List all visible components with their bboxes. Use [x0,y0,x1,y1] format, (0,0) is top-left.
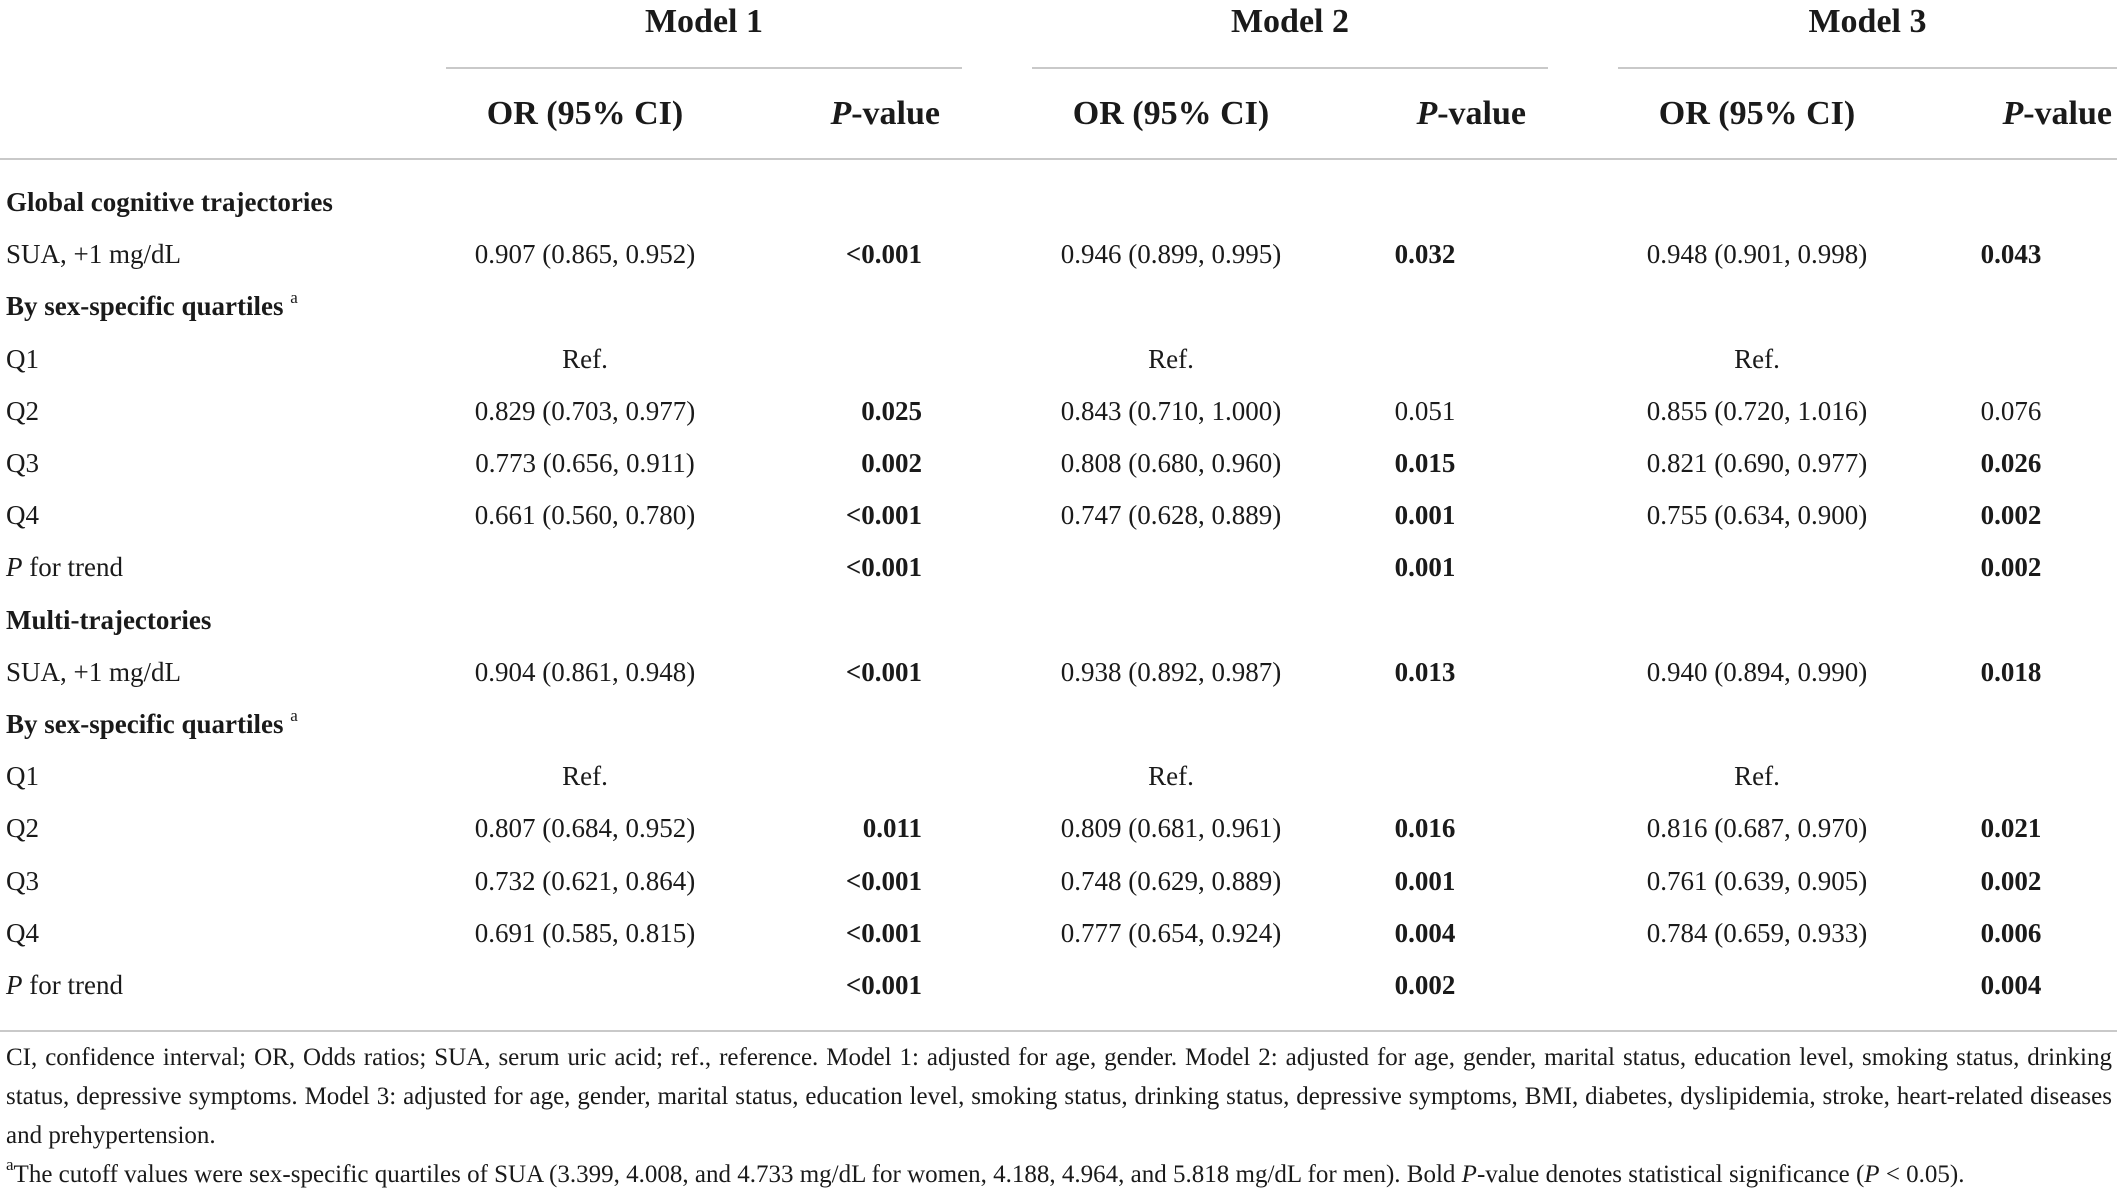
model-2-or-cell: 0.777 (0.654, 0.924) [1060,918,1282,948]
model-2-or-cell: 0.748 (0.629, 0.889) [1060,866,1282,896]
model-1-p-cell [760,333,922,385]
model-2-p-cell: 0.004 [1394,918,1456,948]
model-1-or-cell: Ref. [562,761,608,791]
model-3-p-cell [1936,333,2086,385]
table-row [0,333,2117,385]
model-1-or-cell: 0.661 (0.560, 0.780) [474,500,696,530]
model-3-p-cell: 0.021 [1980,813,2042,843]
model-1-or-cell: 0.807 (0.684, 0.952) [474,813,696,843]
model-2-p-cell: 0.016 [1394,813,1456,843]
model-3-p-cell: 0.043 [1980,239,2042,269]
model-3-p-cell: 0.006 [1980,918,2042,948]
model-2-p-cell [1350,333,1500,385]
model-1-p-cell: <0.001 [845,239,922,269]
model-3-p-cell: 0.076 [1980,396,2042,426]
model-1-p-cell: <0.001 [845,918,922,948]
model-3-p-header: P-value [2002,95,2112,132]
section-label: By sex-specific quartiles $^a$ [6,288,298,321]
abbreviations-footnote: CI, confidence interval; OR, Odds ratios; SUA, serum uric acid; ref., reference. Model 1: adjusted for age, gender. Model 2: adjusted for age, gender, marital status, education level, smoking status, drinking status, depressive symptoms. Model 3: adjusted for age, gender, marital status, education level, smoking status, drinking status, depressive symptoms, BMI, diabetes, dyslipidemia, stroke, heart-related diseases and prehypertension. [6,1044,2112,1149]
model-3-or-cell: 0.855 (0.720, 1.016) [1646,396,1868,426]
model-1-p-cell: 0.025 [861,396,922,426]
model-1-or-cell: 0.691 (0.585, 0.815) [474,918,696,948]
model-1-or-cell: 0.773 (0.656, 0.911) [475,448,695,478]
table-row [0,907,2117,959]
table-row [0,385,2117,437]
row-label: Q2 [6,396,39,426]
model-1-p-header: P-value [830,95,940,132]
model-3-or-cell [1608,541,1906,593]
model-3-p-cell: 0.004 [1980,970,2042,1000]
model-3-or-cell: 0.784 (0.659, 0.933) [1646,918,1868,948]
model-2-or-cell [1022,541,1320,593]
model-1-or-cell: 0.732 (0.621, 0.864) [474,866,696,896]
model-1-p-cell: <0.001 [845,552,922,582]
model-2-or-cell: 0.808 (0.680, 0.960) [1060,448,1282,478]
table-row [0,541,2117,593]
section-label: By sex-specific quartiles $^a$ [6,706,298,739]
row-label: P for trend [6,552,123,582]
model-3-or-cell: 0.755 (0.634, 0.900) [1646,500,1868,530]
header-rule [0,158,2117,160]
table-row [0,959,2117,1011]
model-1-p-cell: <0.001 [845,500,922,530]
model-1-or-cell: 0.907 (0.865, 0.952) [474,239,696,269]
model-3-or-cell: Ref. [1734,344,1780,374]
model-1-or-header: OR (95% CI) [486,95,684,132]
row-label: SUA, +1 mg/dL [6,239,181,269]
row-label: Q4 [6,918,39,948]
table-row [0,489,2117,541]
model-1-p-cell: 0.011 [862,813,922,843]
footnote-marker: a [6,1155,14,1174]
model-1-or-cell: 0.829 (0.703, 0.977) [474,396,696,426]
model-3-or-cell [1608,959,1906,1011]
row-label: Q3 [6,448,39,478]
model-1-p-cell: <0.001 [845,866,922,896]
model-2-p-cell: 0.015 [1394,448,1456,478]
model-2-p-header: P-value [1416,95,1526,132]
section-row [0,594,2117,646]
model-3-or-cell: 0.761 (0.639, 0.905) [1646,866,1868,896]
row-label: Q4 [6,500,39,530]
footnote-marker: a [290,288,298,307]
model-1-p-cell: <0.001 [845,970,922,1000]
section-label: Multi-trajectories [6,605,212,635]
table-row [0,646,2117,698]
model-3-p-cell: 0.026 [1980,448,2042,478]
row-label: Q2 [6,813,39,843]
model-2-or-cell: 0.843 (0.710, 1.000) [1060,396,1282,426]
bottom-rule [0,1030,2117,1032]
row-label: Q1 [6,761,39,791]
row-label: Q1 [6,344,39,374]
table-row [0,437,2117,489]
model-1-p-cell [760,750,922,802]
model-2-p-cell: 0.001 [1394,552,1456,582]
model-3-title: Model 3 [1808,3,1927,40]
table-row [0,802,2117,854]
section-row [0,280,2117,332]
model-2-p-cell [1350,750,1500,802]
model-1-or-cell: 0.904 (0.861, 0.948) [474,657,696,687]
row-label: Q3 [6,866,39,896]
model-3-rule [1618,67,2117,69]
model-3-p-cell: 0.002 [1980,866,2042,896]
model-1-p-cell: 0.002 [861,448,922,478]
model-3-or-cell: Ref. [1734,761,1780,791]
model-2-p-cell: 0.032 [1394,239,1456,269]
model-2-p-cell: 0.001 [1394,500,1456,530]
quartile-footnote: $^a$The cutoff values were sex-specific quartiles of SUA (3.399, 4.008, and 4.733 mg/dL for women, 4.188, 4.964, and 5.818 mg/dL for men). Bold P-value denotes statistical significance (P < 0.05). [6,1155,1965,1188]
model-1-title: Model 1 [644,3,764,40]
table-row [0,228,2117,280]
model-3-or-cell: 0.821 (0.690, 0.977) [1646,448,1868,478]
model-2-p-cell: 0.001 [1394,866,1456,896]
table-row [0,855,2117,907]
section-row [0,176,2117,228]
model-2-p-cell: 0.002 [1394,970,1456,1000]
model-2-rule [1032,67,1548,69]
model-3-or-cell: 0.940 (0.894, 0.990) [1646,657,1868,687]
model-1-or-cell [436,541,734,593]
model-1-rule [446,67,962,69]
model-3-p-cell: 0.018 [1980,657,2042,687]
model-3-p-cell [1936,750,2086,802]
footnote-marker: a [290,706,298,725]
table-row [0,750,2117,802]
model-1-or-cell: Ref. [562,344,608,374]
model-2-or-cell: Ref. [1148,344,1194,374]
model-2-or-cell: Ref. [1148,761,1194,791]
model-2-or-cell: 0.938 (0.892, 0.987) [1060,657,1282,687]
model-2-or-cell: 0.809 (0.681, 0.961) [1060,813,1282,843]
model-2-p-cell: 0.051 [1394,396,1456,426]
model-2-or-header: OR (95% CI) [1072,95,1270,132]
model-2-or-cell: 0.946 (0.899, 0.995) [1060,239,1282,269]
row-label: SUA, +1 mg/dL [6,657,181,687]
model-3-or-cell: 0.816 (0.687, 0.970) [1646,813,1868,843]
model-2-or-cell: 0.747 (0.628, 0.889) [1060,500,1282,530]
model-3-or-cell: 0.948 (0.901, 0.998) [1646,239,1868,269]
model-1-p-cell: <0.001 [845,657,922,687]
model-2-title: Model 2 [1230,3,1350,40]
section-label: Global cognitive trajectories [6,187,333,217]
model-1-or-cell [436,959,734,1011]
model-2-p-cell: 0.013 [1394,657,1456,687]
row-label: P for trend [6,970,123,1000]
model-2-or-cell [1022,959,1320,1011]
model-3-p-cell: 0.002 [1980,552,2042,582]
model-3-or-header: OR (95% CI) [1658,95,1856,132]
model-3-p-cell: 0.002 [1980,500,2042,530]
section-row [0,698,2117,750]
